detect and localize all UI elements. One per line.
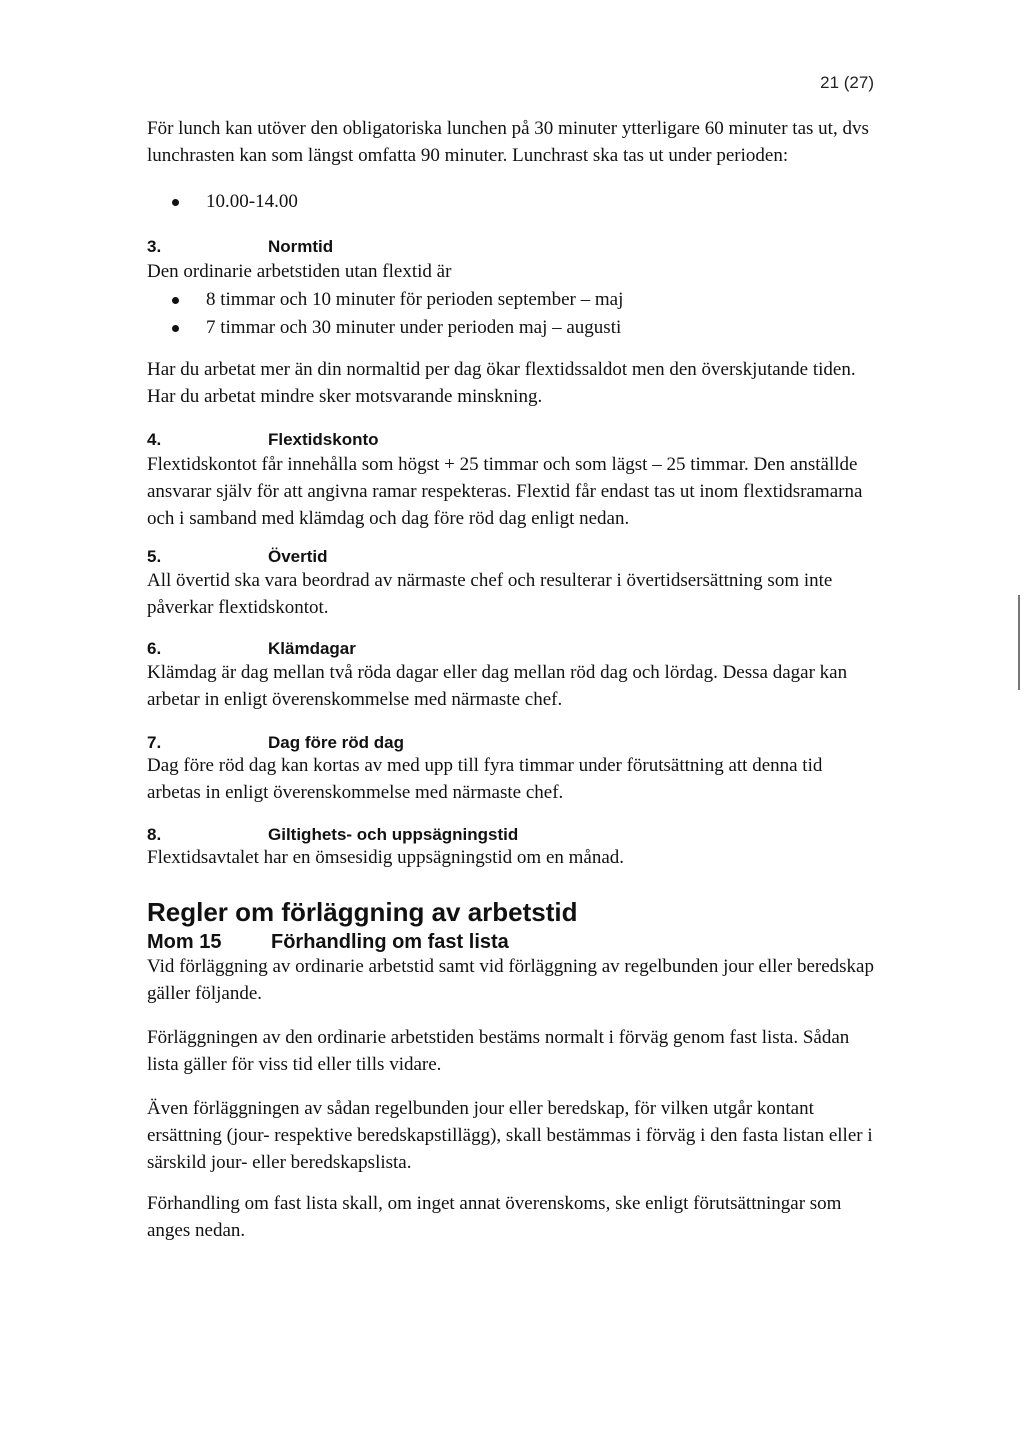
section-title: Klämdagar [268,639,356,658]
section-title: Flextidskonto [268,430,379,449]
normtid-bullet-list [170,286,623,342]
chapter-paragraph: Förläggningen av den ordinarie arbetstiden bestäms normalt i förväg genom fast lista. Sådan lista gäller för viss tid eller tills vidare. [147,1027,850,1075]
intro-paragraph: För lunch kan utöver den obligatoriska lunchen på 30 minuter ytterligare 60 minuter tas ut, dvs lunchrasten kan som längst omfatta 90 minuter. Lunchrast ska tas ut under perioden: [147,118,869,166]
page-number: 21 (27) [820,73,874,92]
chapter-paragraph: Vid förläggning av ordinarie arbetstid samt vid förläggning av regelbunden jour eller beredskap gäller följande. [147,956,874,1004]
bullet-text: 8 timmar och 10 minuter för perioden september – maj [206,289,624,310]
mom-heading [147,931,509,954]
section-paragraph: All övertid ska vara beordrad av närmaste chef och resulterar i övertidsersättning som inte påverkar flextidskontot. [147,570,833,618]
section-title: Giltighets- och uppsägningstid [268,825,519,844]
bullet-text: 10.00-14.00 [206,191,298,212]
chapter-paragraph: Även förläggningen av sådan regelbunden jour eller beredskap, för vilken utgår kontant ersättning (jour- respektive beredskapstillägg), skall bestämmas i förväg i den fasta listan eller i särskild jour- eller beredskapslista. [147,1098,873,1173]
section-heading-klamdagar [147,639,356,659]
section-number: 4. [147,430,162,449]
section-title: Övertid [268,547,328,566]
section-heading-normtid [147,237,333,257]
section-number: 6. [147,639,162,658]
section-paragraph: Dag före röd dag kan kortas av med upp till fyra timmar under förutsättning att denna tid arbetas in enligt överenskommelse med närmaste chef. [147,755,823,803]
section-title: Dag före röd dag [268,733,405,752]
section-paragraph: Den ordinarie arbetstiden utan flextid är [147,261,452,282]
chapter-paragraph: Förhandling om fast lista skall, om inget annat överenskoms, ske enligt förutsättningar som anges nedan. [147,1193,842,1241]
bullet-icon [172,297,179,304]
bullet-icon [172,325,179,332]
list-item [170,314,623,342]
section-heading-overtid [147,547,328,567]
mom-number: Mom 15 [147,931,222,953]
section-title: Normtid [268,237,334,256]
scan-edge-mark [1018,595,1020,690]
section-heading-flextidskonto [147,430,379,450]
section-heading-giltighetstid [147,825,518,845]
intro-bullet-list [170,188,298,216]
mom-title: Förhandling om fast lista [271,931,509,953]
section-number: 3. [147,237,162,256]
section-paragraph: Flextidskontot får innehålla som högst + 25 timmar och som lägst – 25 timmar. Den anställde ansvarar själv för att angivna ramar respekteras. Flextid får endast tas ut inom flextidsramarna och i samband med klämdag och dag före röd dag enligt nedan. [147,454,863,529]
section-number: 8. [147,825,162,844]
bullet-text: 7 timmar och 30 minuter under perioden maj – augusti [206,317,622,338]
section-paragraph: Klämdag är dag mellan två röda dagar eller dag mellan röd dag och lördag. Dessa dagar kan arbetar in enligt överenskommelse med närmaste chef. [147,662,848,710]
section-paragraph: Har du arbetat mer än din normaltid per dag ökar flextidssaldot men den överskjutande tiden. Har du arbetat mindre sker motsvarande minskning. [147,359,856,407]
list-item [170,188,298,216]
section-heading-dag-fore-rod-dag [147,733,404,753]
section-paragraph: Flextidsavtalet har en ömsesidig uppsägningstid om en månad. [147,847,625,868]
chapter-title: Regler om förläggning av arbetstid [147,897,578,927]
section-number: 5. [147,547,162,566]
list-item [170,286,623,314]
section-number: 7. [147,733,162,752]
bullet-icon [172,199,179,206]
